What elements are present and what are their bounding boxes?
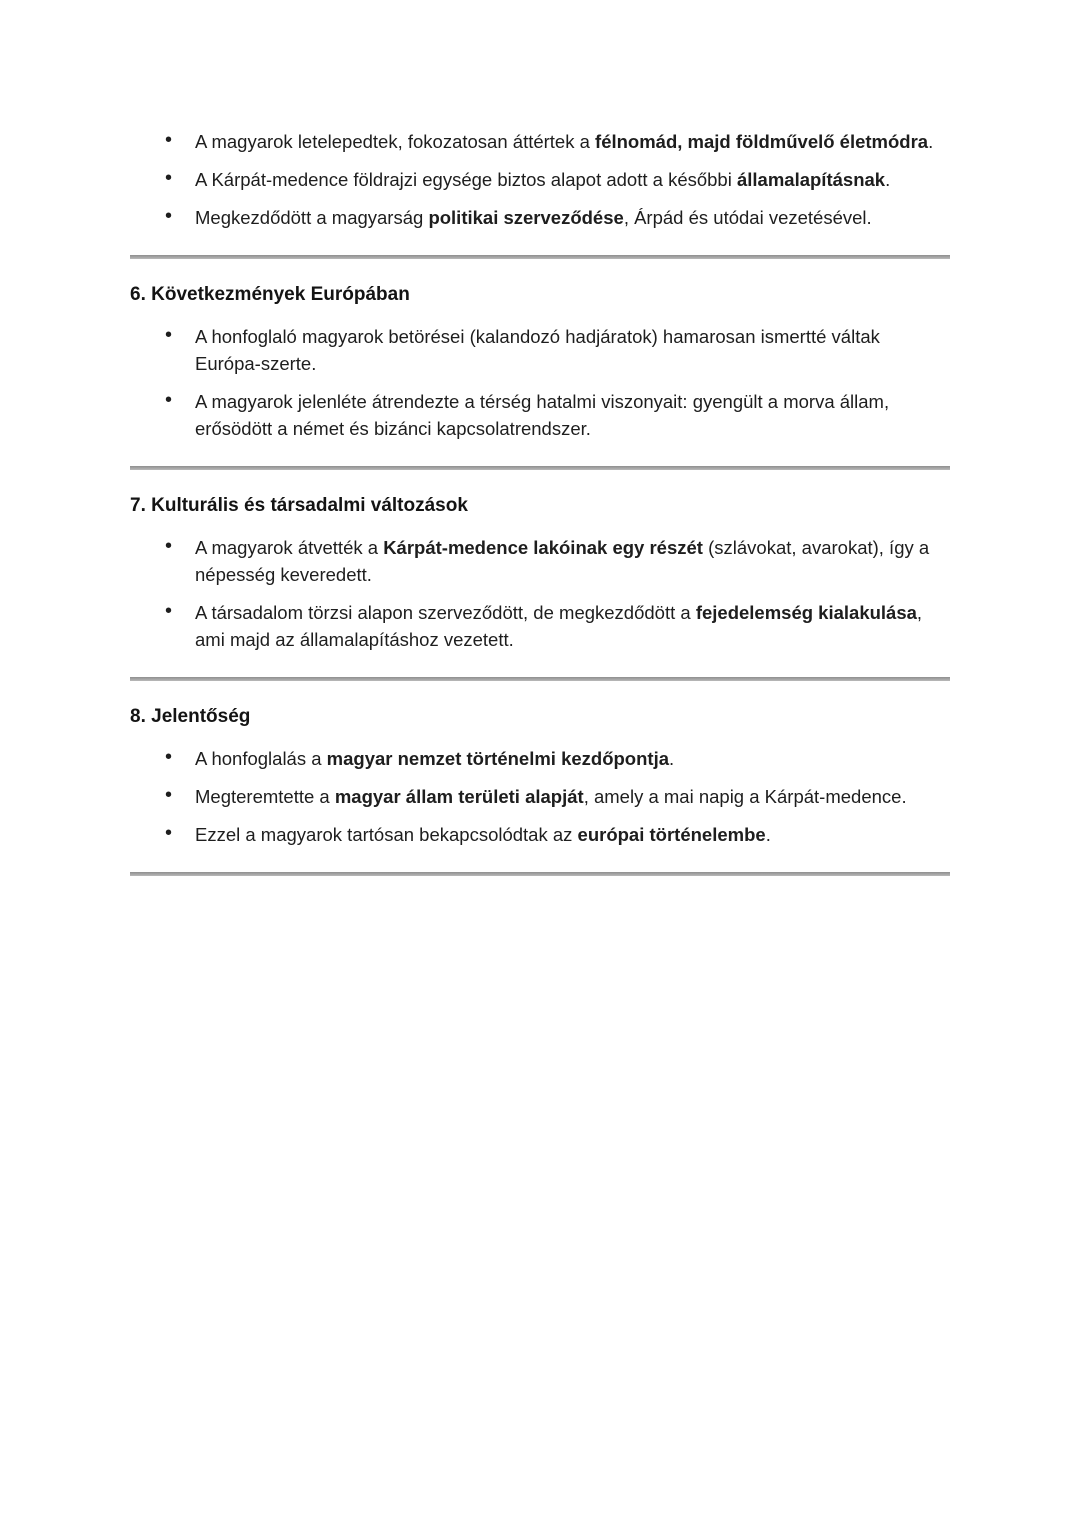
body-text: , Árpád és utódai vezetésével. <box>623 207 872 228</box>
body-text: (szlávokat, avarokat), így a népesség keveredett. <box>195 537 930 585</box>
section-heading: 6. Következmények Európában <box>130 284 410 305</box>
body-text: . <box>765 824 771 845</box>
bullet-list <box>130 323 950 442</box>
emphasis-text: magyar állam területi alapját <box>334 786 584 807</box>
section-cultural-social-changes <box>130 492 950 653</box>
list-item <box>165 388 950 442</box>
section-heading: 8. Jelentőség <box>130 706 251 727</box>
body-text: A magyarok jelenléte átrendezte a térség hatalmi viszonyait: gyengült a morva állam, erősödött a német és bizánci kapcsolatrendszer. <box>195 391 890 439</box>
bullet-list <box>130 745 950 848</box>
section-intro <box>130 128 950 231</box>
body-text: , amely a mai napig a Kárpát-medence. <box>583 786 907 807</box>
bullet-list <box>130 128 950 231</box>
body-text: Megkezdődött a magyarság <box>195 207 429 228</box>
body-text: Ezzel a magyarok tartósan bekapcsolódtak az <box>195 824 578 845</box>
section-divider <box>130 872 950 876</box>
section-consequences-europe <box>130 281 950 442</box>
emphasis-text: magyar nemzet történelmi kezdőpontja <box>326 748 669 769</box>
section-divider <box>130 466 950 470</box>
list-item <box>165 323 950 377</box>
body-text: A honfoglaló magyarok betörései (kalandozó hadjáratok) hamarosan ismertté váltak Európa-szerte. <box>195 326 880 374</box>
section-heading: 7. Kulturális és társadalmi változások <box>130 495 468 516</box>
body-text: A magyarok letelepedtek, fokozatosan áttértek a <box>195 131 596 152</box>
list-item <box>165 204 950 231</box>
body-text: A honfoglalás a <box>195 748 327 769</box>
body-text: . <box>928 131 934 152</box>
section-significance <box>130 703 950 848</box>
body-text: Megteremtette a <box>195 786 335 807</box>
list-item <box>165 534 950 588</box>
emphasis-text: félnomád, majd földművelő életmódra <box>595 131 929 152</box>
list-item <box>165 783 950 810</box>
list-item <box>165 821 950 848</box>
emphasis-text: politikai szerveződése <box>428 207 624 228</box>
body-text: A magyarok átvették a <box>195 537 384 558</box>
body-text: . <box>669 748 675 769</box>
body-text: , ami majd az államalapításhoz vezetett. <box>195 602 923 650</box>
list-item <box>165 128 950 155</box>
section-divider <box>130 255 950 259</box>
emphasis-text: Kárpát-medence lakóinak egy részét <box>383 537 703 558</box>
bullet-list <box>130 534 950 653</box>
emphasis-text: fejedelemség kialakulása <box>695 602 917 623</box>
body-text: A Kárpát-medence földrajzi egysége biztos alapot adott a későbbi <box>195 169 737 190</box>
list-item <box>165 599 950 653</box>
body-text: A társadalom törzsi alapon szerveződött, de megkezdődött a <box>195 602 696 623</box>
body-text: . <box>885 169 891 190</box>
emphasis-text: európai történelembe <box>577 824 766 845</box>
section-divider <box>130 677 950 681</box>
emphasis-text: államalapításnak <box>736 169 886 190</box>
list-item <box>165 166 950 193</box>
list-item <box>165 745 950 772</box>
